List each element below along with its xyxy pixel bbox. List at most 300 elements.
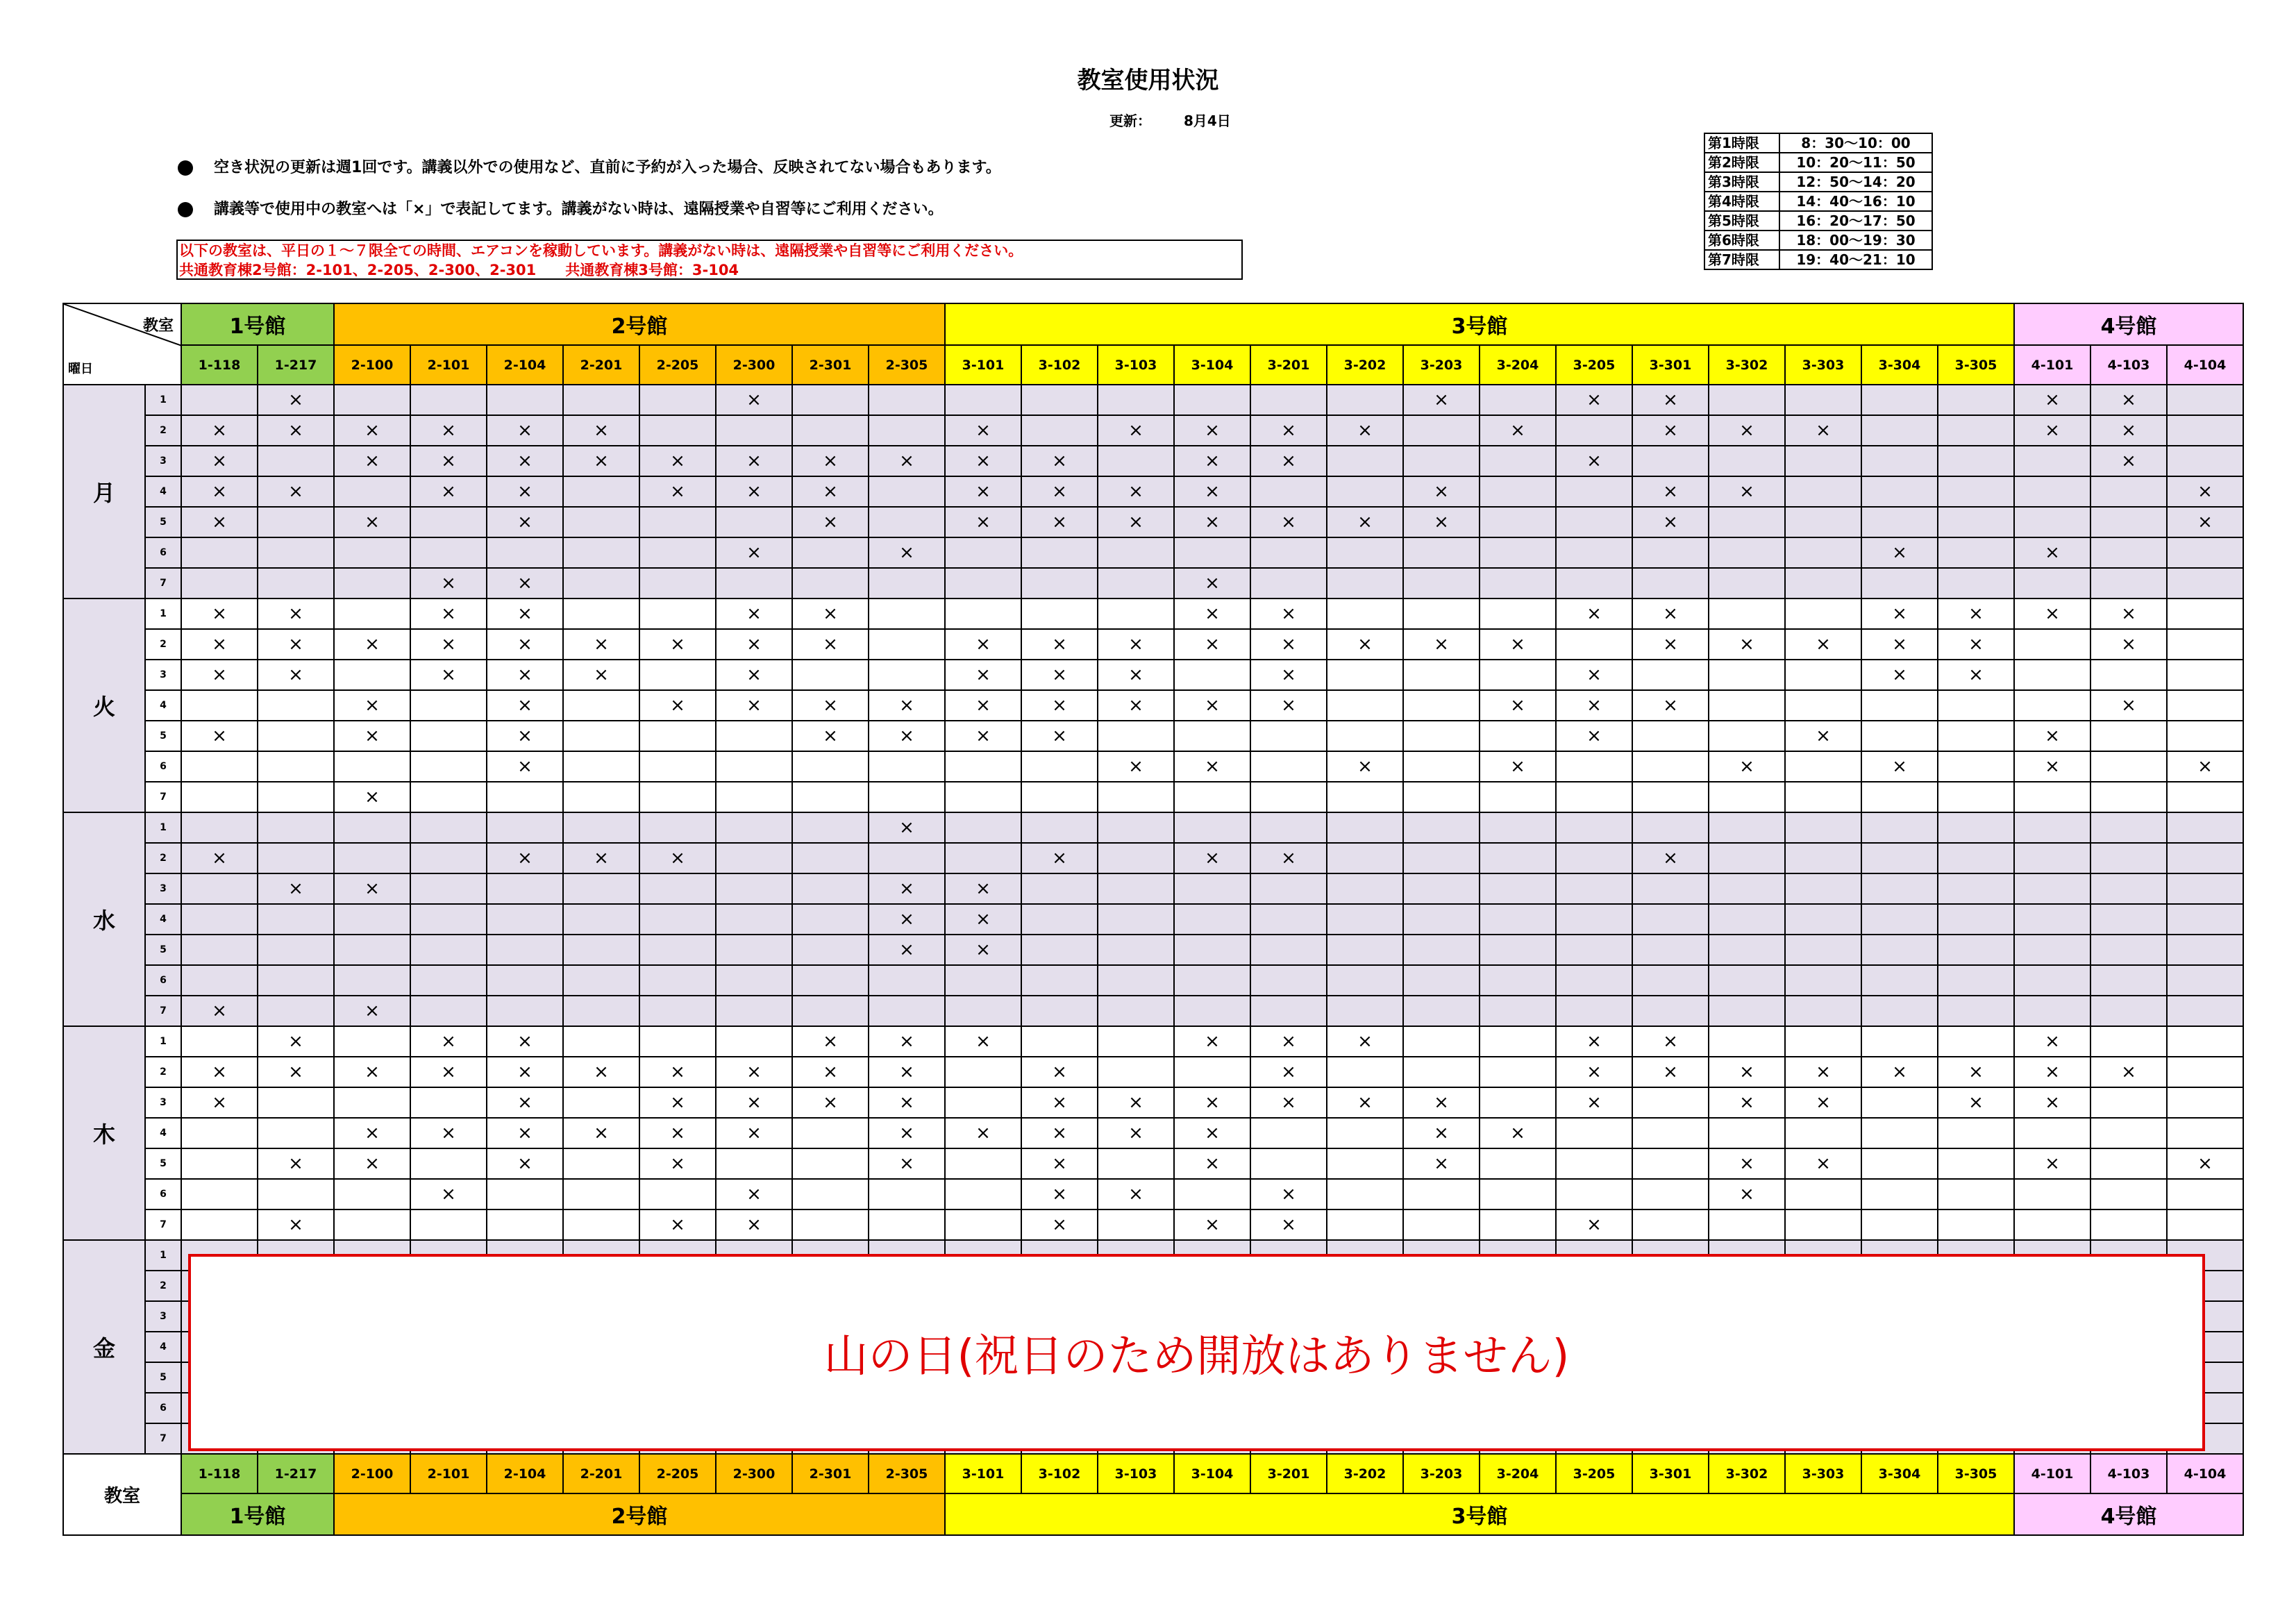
usage-cell — [410, 385, 487, 415]
usage-cell: × — [1174, 843, 1250, 873]
usage-cell — [1938, 476, 2014, 507]
usage-cell — [2014, 568, 2090, 598]
room-header: 3-102 — [1021, 345, 1098, 385]
usage-cell — [945, 598, 1021, 629]
usage-cell: × — [1403, 385, 1480, 415]
usage-cell — [1938, 721, 2014, 751]
usage-cell — [181, 690, 258, 721]
usage-cell — [1556, 873, 1632, 904]
period-number: 4 — [145, 690, 181, 721]
usage-cell — [869, 996, 945, 1026]
usage-cell: × — [1709, 1148, 1785, 1179]
usage-cell — [334, 537, 410, 568]
usage-cell — [869, 843, 945, 873]
usage-cell: × — [1632, 598, 1709, 629]
usage-cell — [1709, 935, 1785, 965]
usage-cell: × — [716, 660, 792, 690]
usage-cell — [1632, 446, 1709, 476]
usage-cell — [1403, 751, 1480, 782]
usage-cell — [2014, 1209, 2090, 1240]
usage-cell: × — [1632, 415, 1709, 446]
usage-cell: × — [1250, 843, 1327, 873]
usage-cell: × — [487, 568, 563, 598]
footer-building-row — [63, 1493, 2243, 1535]
usage-cell: × — [410, 446, 487, 476]
usage-cell — [716, 1148, 792, 1179]
usage-cell — [2167, 598, 2243, 629]
period-row — [63, 537, 2243, 568]
period-row — [63, 1148, 2243, 1179]
period-number: 2 — [145, 1271, 181, 1301]
usage-cell: × — [1709, 476, 1785, 507]
usage-cell — [563, 1209, 639, 1240]
usage-cell: × — [945, 1026, 1021, 1057]
usage-cell: × — [1556, 446, 1632, 476]
usage-cell: × — [945, 507, 1021, 537]
usage-cell — [1098, 935, 1174, 965]
usage-cell: × — [1327, 1087, 1403, 1118]
usage-cell — [2014, 1118, 2090, 1148]
usage-cell: × — [1021, 660, 1098, 690]
period-number: 5 — [145, 507, 181, 537]
usage-cell — [1709, 598, 1785, 629]
period-row — [1704, 153, 1932, 172]
usage-cell — [2014, 843, 2090, 873]
period-number: 2 — [145, 1057, 181, 1087]
usage-cell: × — [487, 1057, 563, 1087]
usage-cell: × — [181, 1057, 258, 1087]
usage-cell — [639, 385, 716, 415]
usage-cell: × — [869, 721, 945, 751]
usage-cell — [2090, 1148, 2167, 1179]
usage-cell — [792, 385, 869, 415]
usage-cell — [181, 1179, 258, 1209]
usage-cell — [1938, 507, 2014, 537]
period-row — [63, 507, 2243, 537]
usage-cell — [410, 1148, 487, 1179]
period-number: 1 — [145, 1026, 181, 1057]
room-footer: 2-300 — [716, 1454, 792, 1493]
room-footer: 2-305 — [869, 1454, 945, 1493]
usage-cell — [1785, 660, 1861, 690]
usage-cell: × — [1403, 1148, 1480, 1179]
usage-cell — [334, 568, 410, 598]
usage-cell — [1021, 751, 1098, 782]
usage-cell — [716, 415, 792, 446]
usage-cell — [1327, 843, 1403, 873]
usage-cell — [639, 660, 716, 690]
usage-cell — [1556, 965, 1632, 996]
usage-cell: × — [716, 598, 792, 629]
usage-cell: × — [1556, 721, 1632, 751]
room-footer: 3-304 — [1861, 1454, 1938, 1493]
usage-cell — [1632, 660, 1709, 690]
usage-cell — [2090, 904, 2167, 935]
usage-cell: × — [1632, 1026, 1709, 1057]
usage-cell: × — [869, 690, 945, 721]
building-name: 3号館 — [945, 1493, 2014, 1535]
usage-cell — [487, 1179, 563, 1209]
usage-cell: × — [1021, 1148, 1098, 1179]
usage-cell — [1861, 721, 1938, 751]
usage-cell: × — [1785, 1148, 1861, 1179]
usage-cell: × — [1861, 537, 1938, 568]
usage-cell — [1250, 1148, 1327, 1179]
usage-cell — [1098, 812, 1174, 843]
usage-cell: × — [1556, 1026, 1632, 1057]
usage-cell — [410, 873, 487, 904]
period-row — [63, 476, 2243, 507]
period-number: 1 — [145, 598, 181, 629]
period-number: 3 — [145, 446, 181, 476]
usage-cell: × — [181, 507, 258, 537]
usage-cell — [2014, 996, 2090, 1026]
usage-cell: × — [1632, 1057, 1709, 1087]
usage-cell — [716, 782, 792, 812]
usage-cell — [1709, 1209, 1785, 1240]
holiday-notice: 山の日(祝日のため開放はありません) — [188, 1254, 2205, 1451]
usage-cell — [1556, 904, 1632, 935]
usage-cell: × — [2014, 1087, 2090, 1118]
usage-cell — [1938, 1118, 2014, 1148]
usage-cell: × — [869, 446, 945, 476]
usage-cell — [1709, 568, 1785, 598]
usage-cell — [1785, 446, 1861, 476]
usage-cell — [1250, 935, 1327, 965]
usage-cell — [1250, 385, 1327, 415]
usage-cell — [2167, 1179, 2243, 1209]
usage-cell — [1098, 996, 1174, 1026]
period-number: 3 — [145, 873, 181, 904]
usage-cell — [1327, 873, 1403, 904]
building-header-row — [63, 303, 2243, 345]
usage-cell — [1556, 812, 1632, 843]
usage-cell — [181, 1026, 258, 1057]
period-number: 3 — [145, 1301, 181, 1332]
usage-cell: × — [334, 690, 410, 721]
usage-cell — [1861, 904, 1938, 935]
usage-cell — [1174, 660, 1250, 690]
usage-cell — [1403, 904, 1480, 935]
usage-cell: × — [945, 873, 1021, 904]
room-footer: 1-217 — [258, 1454, 334, 1493]
period-row — [1704, 192, 1932, 211]
usage-cell: × — [181, 996, 258, 1026]
usage-cell — [2014, 660, 2090, 690]
usage-cell — [410, 965, 487, 996]
usage-cell — [1021, 996, 1098, 1026]
usage-cell — [639, 415, 716, 446]
usage-cell: × — [1785, 1087, 1861, 1118]
usage-cell — [258, 1118, 334, 1148]
usage-cell — [487, 1209, 563, 1240]
usage-cell — [1098, 782, 1174, 812]
usage-cell — [1938, 873, 2014, 904]
usage-cell: × — [1861, 1057, 1938, 1087]
usage-cell: × — [2167, 476, 2243, 507]
period-number: 2 — [145, 415, 181, 446]
period-row — [63, 660, 2243, 690]
usage-cell — [1709, 782, 1785, 812]
usage-cell: × — [410, 1179, 487, 1209]
room-footer: 2-100 — [334, 1454, 410, 1493]
usage-cell — [869, 385, 945, 415]
usage-cell — [410, 996, 487, 1026]
usage-cell — [2090, 476, 2167, 507]
usage-cell — [2167, 965, 2243, 996]
usage-cell — [1403, 873, 1480, 904]
period-label: 第3時限 — [1704, 172, 1779, 192]
usage-cell — [1480, 598, 1556, 629]
usage-cell — [410, 537, 487, 568]
usage-cell — [945, 1209, 1021, 1240]
usage-cell: × — [1098, 660, 1174, 690]
usage-cell: × — [487, 1118, 563, 1148]
usage-cell — [1480, 1026, 1556, 1057]
usage-cell: × — [334, 629, 410, 660]
usage-cell — [2014, 782, 2090, 812]
usage-cell: × — [1174, 568, 1250, 598]
usage-cell — [792, 812, 869, 843]
usage-cell: × — [1709, 1057, 1785, 1087]
period-number: 6 — [145, 751, 181, 782]
usage-cell — [1327, 446, 1403, 476]
usage-cell: × — [2014, 1148, 2090, 1179]
usage-cell: × — [792, 507, 869, 537]
usage-cell — [1556, 629, 1632, 660]
usage-cell — [1403, 690, 1480, 721]
period-row — [63, 629, 2243, 660]
usage-cell — [792, 935, 869, 965]
period-time: 10：20～11：50 — [1779, 153, 1932, 172]
usage-cell — [1785, 537, 1861, 568]
usage-cell — [1556, 843, 1632, 873]
usage-cell — [563, 721, 639, 751]
usage-cell — [2167, 415, 2243, 446]
usage-cell — [563, 812, 639, 843]
usage-cell — [1938, 690, 2014, 721]
usage-cell — [1556, 507, 1632, 537]
period-number: 2 — [145, 629, 181, 660]
usage-cell — [181, 812, 258, 843]
usage-cell — [1480, 935, 1556, 965]
usage-cell — [1098, 721, 1174, 751]
usage-cell: × — [1021, 1209, 1098, 1240]
bullet-icon — [178, 160, 193, 176]
usage-cell — [1785, 873, 1861, 904]
usage-cell — [2014, 935, 2090, 965]
usage-cell — [1021, 598, 1098, 629]
usage-cell — [1403, 446, 1480, 476]
period-label: 第6時限 — [1704, 231, 1779, 250]
period-number: 6 — [145, 1393, 181, 1423]
usage-cell: × — [1021, 507, 1098, 537]
usage-cell — [792, 415, 869, 446]
usage-cell: × — [258, 873, 334, 904]
usage-cell — [1327, 476, 1403, 507]
usage-cell: × — [1098, 507, 1174, 537]
usage-cell — [1556, 537, 1632, 568]
usage-cell — [2167, 843, 2243, 873]
room-footer: 2-205 — [639, 1454, 716, 1493]
usage-cell — [869, 660, 945, 690]
usage-cell: × — [2014, 1026, 2090, 1057]
usage-cell — [639, 904, 716, 935]
usage-cell — [1327, 812, 1403, 843]
day-label: 月 — [63, 385, 145, 598]
usage-cell — [1403, 812, 1480, 843]
usage-cell — [1403, 598, 1480, 629]
usage-cell — [1938, 1179, 2014, 1209]
usage-cell: × — [563, 843, 639, 873]
usage-cell — [1098, 965, 1174, 996]
usage-cell — [563, 1148, 639, 1179]
room-footer: 3-204 — [1480, 1454, 1556, 1493]
usage-cell — [563, 537, 639, 568]
usage-cell — [1021, 385, 1098, 415]
room-header: 4-104 — [2167, 345, 2243, 385]
room-header: 2-205 — [639, 345, 716, 385]
usage-cell — [1709, 537, 1785, 568]
usage-cell — [1861, 812, 1938, 843]
usage-cell — [1861, 996, 1938, 1026]
usage-cell: × — [716, 1087, 792, 1118]
usage-cell — [1021, 935, 1098, 965]
usage-cell — [792, 568, 869, 598]
usage-cell — [792, 660, 869, 690]
usage-cell: × — [792, 690, 869, 721]
usage-cell: × — [1938, 660, 2014, 690]
period-row — [63, 904, 2243, 935]
ac-notice-line: 共通教育棟2号館：2-101、2-205、2-300、2-301 共通教育棟3号館：3-104 — [179, 262, 739, 278]
usage-cell: × — [1403, 1087, 1480, 1118]
usage-cell — [410, 935, 487, 965]
usage-cell: × — [1938, 598, 2014, 629]
usage-cell — [2014, 507, 2090, 537]
usage-cell: × — [1632, 507, 1709, 537]
room-header: 3-103 — [1098, 345, 1174, 385]
usage-cell — [1709, 721, 1785, 751]
note-2 — [178, 197, 944, 219]
usage-cell — [2167, 537, 2243, 568]
usage-cell — [1938, 537, 2014, 568]
usage-cell — [1556, 1148, 1632, 1179]
usage-cell — [410, 751, 487, 782]
usage-cell — [2167, 1209, 2243, 1240]
usage-cell — [639, 568, 716, 598]
usage-cell — [1709, 1118, 1785, 1148]
usage-cell — [2167, 1087, 2243, 1118]
usage-cell: × — [1250, 1209, 1327, 1240]
usage-cell: × — [716, 1057, 792, 1087]
usage-cell — [2014, 904, 2090, 935]
usage-cell — [563, 385, 639, 415]
usage-cell — [258, 751, 334, 782]
usage-cell: × — [258, 385, 334, 415]
usage-cell: × — [945, 476, 1021, 507]
update-date: 8月4日 — [1183, 112, 1231, 129]
usage-cell — [1098, 446, 1174, 476]
usage-cell: × — [1250, 1179, 1327, 1209]
usage-cell — [792, 1118, 869, 1148]
usage-cell — [1250, 751, 1327, 782]
usage-cell: × — [639, 843, 716, 873]
usage-cell: × — [1174, 1209, 1250, 1240]
usage-cell: × — [1174, 476, 1250, 507]
usage-cell: × — [716, 446, 792, 476]
usage-cell — [945, 843, 1021, 873]
usage-cell — [716, 507, 792, 537]
usage-cell — [334, 965, 410, 996]
usage-cell: × — [1098, 629, 1174, 660]
usage-cell — [1861, 965, 1938, 996]
usage-cell — [181, 782, 258, 812]
usage-cell — [1632, 751, 1709, 782]
usage-cell — [181, 1148, 258, 1179]
usage-cell — [716, 1026, 792, 1057]
usage-cell — [258, 1179, 334, 1209]
usage-cell: × — [1556, 1209, 1632, 1240]
usage-cell — [716, 935, 792, 965]
room-header: 3-101 — [945, 345, 1021, 385]
usage-cell: × — [716, 690, 792, 721]
usage-cell: × — [1938, 1087, 2014, 1118]
usage-cell — [1861, 843, 1938, 873]
usage-cell — [1938, 415, 2014, 446]
usage-cell: × — [2090, 598, 2167, 629]
usage-cell — [1098, 568, 1174, 598]
usage-cell: × — [639, 1087, 716, 1118]
usage-cell — [1785, 935, 1861, 965]
period-label: 第1時限 — [1704, 133, 1779, 153]
period-row — [1704, 250, 1932, 269]
usage-cell: × — [639, 629, 716, 660]
usage-cell: × — [563, 415, 639, 446]
period-row — [63, 935, 2243, 965]
usage-cell: × — [487, 446, 563, 476]
period-label: 第7時限 — [1704, 250, 1779, 269]
usage-cell — [487, 812, 563, 843]
period-row — [63, 996, 2243, 1026]
usage-cell — [1480, 1209, 1556, 1240]
period-number: 1 — [145, 385, 181, 415]
usage-cell — [563, 1087, 639, 1118]
usage-cell — [1098, 873, 1174, 904]
room-footer: 4-103 — [2090, 1454, 2167, 1493]
room-header: 3-202 — [1327, 345, 1403, 385]
usage-cell — [1938, 751, 2014, 782]
usage-cell — [2014, 690, 2090, 721]
room-header: 3-304 — [1861, 345, 1938, 385]
usage-cell — [1250, 476, 1327, 507]
usage-cell — [2090, 996, 2167, 1026]
period-number: 5 — [145, 1362, 181, 1393]
room-footer: 2-101 — [410, 1454, 487, 1493]
bullet-icon — [178, 202, 193, 217]
usage-cell: × — [1785, 721, 1861, 751]
usage-cell: × — [1174, 415, 1250, 446]
usage-cell — [1709, 446, 1785, 476]
room-footer: 4-104 — [2167, 1454, 2243, 1493]
usage-cell — [869, 1209, 945, 1240]
usage-cell: × — [258, 1057, 334, 1087]
usage-cell: × — [716, 1118, 792, 1148]
usage-cell — [1709, 904, 1785, 935]
usage-cell — [487, 965, 563, 996]
usage-cell: × — [1021, 1087, 1098, 1118]
usage-cell — [1938, 385, 2014, 415]
usage-cell — [1098, 1209, 1174, 1240]
